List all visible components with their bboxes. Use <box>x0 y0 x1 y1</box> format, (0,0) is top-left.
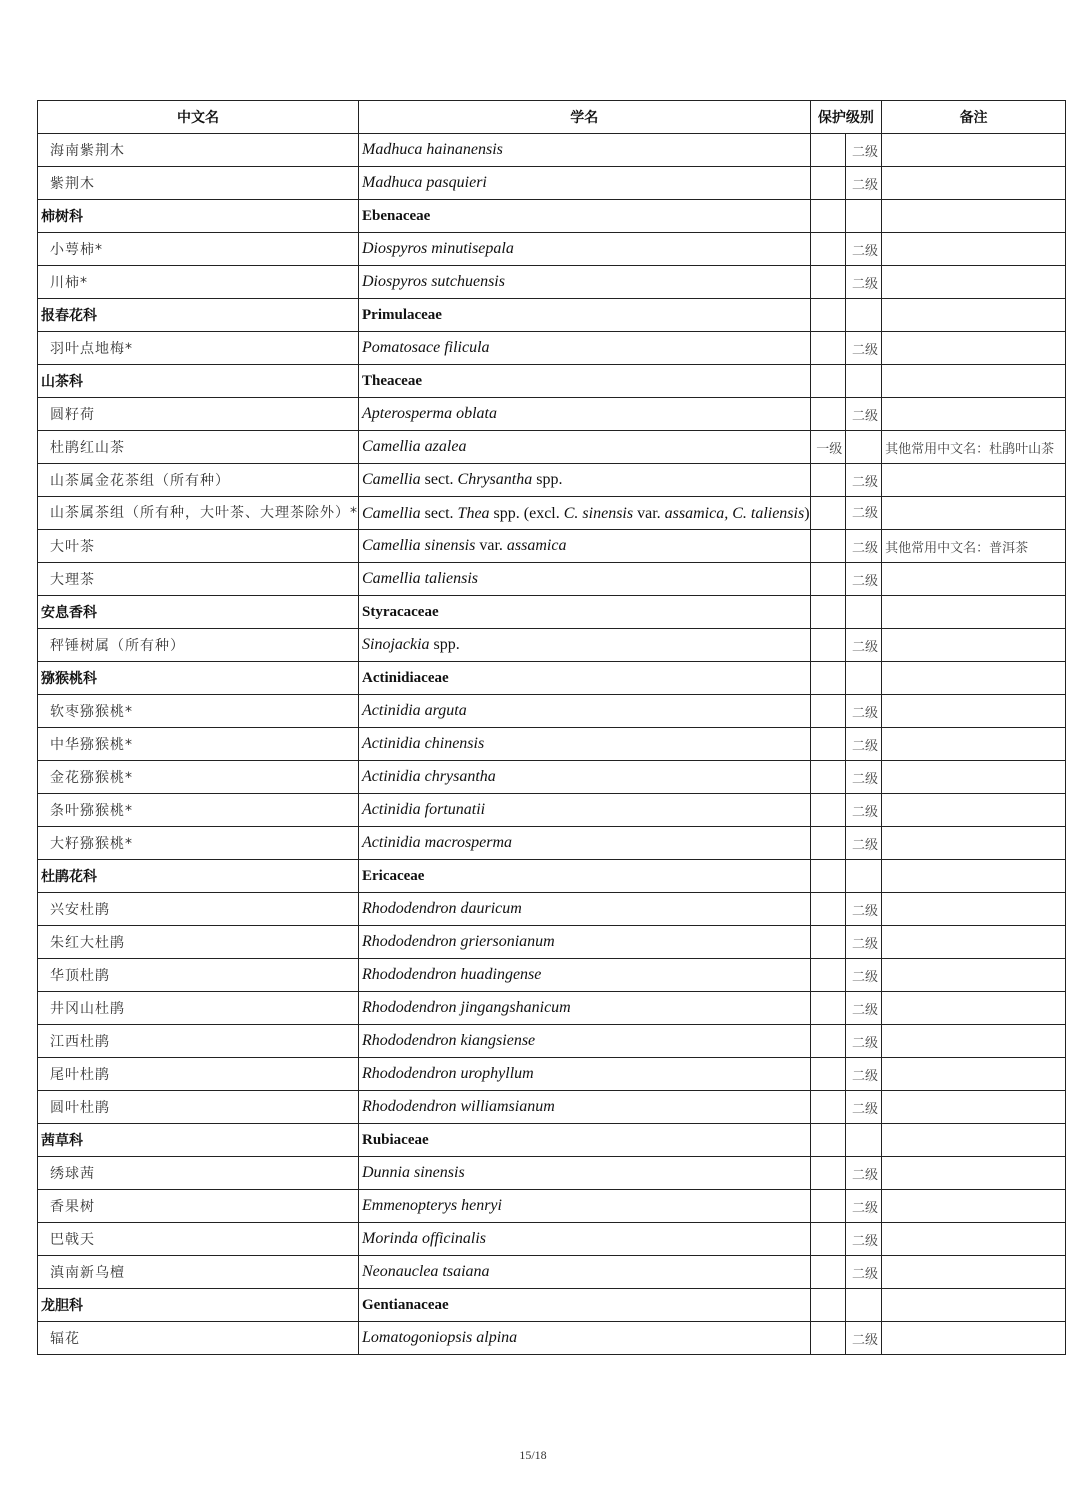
species-chinese-name: 海南紫荆木 <box>38 134 359 167</box>
species-scientific-name <box>359 530 811 563</box>
grade-one-cell <box>810 1058 845 1091</box>
family-row <box>38 1124 1066 1157</box>
grade-one-cell <box>810 629 845 662</box>
header-protection-level: 保护级别 <box>810 101 882 134</box>
grade-two-cell <box>845 200 881 233</box>
species-chinese-name: 江西杜鹃 <box>38 1025 359 1058</box>
grade-one-cell <box>810 959 845 992</box>
grade-one-cell <box>810 662 845 695</box>
grade-two-cell: 二级 <box>845 959 881 992</box>
family-chinese-name: 柿树科 <box>38 200 359 233</box>
scientific-name-italic: Rhododendron dauricum <box>362 900 522 917</box>
note-cell <box>882 926 1066 959</box>
note-cell <box>882 563 1066 596</box>
family-scientific-name: Ebenaceae <box>359 200 811 233</box>
species-scientific-name <box>359 497 811 530</box>
grade-two-cell: 二级 <box>845 827 881 860</box>
scientific-name-roman: sect. <box>420 471 458 488</box>
scientific-name-italic: Diospyros minutisepala <box>362 240 514 257</box>
note-cell <box>882 959 1066 992</box>
table-header-row <box>38 101 1066 134</box>
species-row <box>38 827 1066 860</box>
scientific-name-italic: assamica, C. taliensis <box>664 504 805 522</box>
species-chinese-name: 华顶杜鹃 <box>38 959 359 992</box>
grade-one-cell <box>810 827 845 860</box>
grade-one-cell <box>810 134 845 167</box>
species-scientific-name <box>359 563 811 596</box>
scientific-name-roman: var. <box>633 504 665 522</box>
scientific-name-italic: Chrysantha <box>457 471 533 488</box>
note-cell <box>882 134 1066 167</box>
scientific-name-italic: Camellia azalea <box>362 438 467 455</box>
species-chinese-name: 大籽猕猴桃* <box>38 827 359 860</box>
family-scientific-name: Styracaceae <box>359 596 811 629</box>
family-row <box>38 596 1066 629</box>
family-chinese-name: 安息香科 <box>38 596 359 629</box>
scientific-name-roman: sect. <box>420 504 458 522</box>
species-scientific-name <box>359 1256 811 1289</box>
note-cell <box>882 860 1066 893</box>
family-scientific-name: Primulaceae <box>359 299 811 332</box>
species-scientific-name <box>359 167 811 200</box>
note-cell <box>882 1322 1066 1355</box>
grade-two-cell: 二级 <box>845 1322 881 1355</box>
species-scientific-name <box>359 266 811 299</box>
grade-two-cell: 二级 <box>845 728 881 761</box>
grade-two-cell: 二级 <box>845 332 881 365</box>
scientific-name-italic: Camellia <box>362 504 421 522</box>
grade-one-cell <box>810 1223 845 1256</box>
species-row <box>38 1223 1066 1256</box>
species-row <box>38 134 1066 167</box>
grade-two-cell: 二级 <box>845 695 881 728</box>
grade-one-cell <box>810 1190 845 1223</box>
family-scientific-name: Rubiaceae <box>359 1124 811 1157</box>
grade-two-cell: 二级 <box>845 497 881 530</box>
note-cell <box>882 398 1066 431</box>
family-row <box>38 299 1066 332</box>
note-cell <box>882 761 1066 794</box>
note-cell <box>882 497 1066 530</box>
note-cell <box>882 695 1066 728</box>
grade-one-cell <box>810 1157 845 1190</box>
species-chinese-name: 圆叶杜鹃 <box>38 1091 359 1124</box>
note-cell <box>882 266 1066 299</box>
note-cell <box>882 629 1066 662</box>
table-body <box>38 134 1066 1355</box>
species-scientific-name <box>359 992 811 1025</box>
grade-one-cell <box>810 1322 845 1355</box>
grade-one-cell <box>810 1124 845 1157</box>
grade-one-cell <box>810 398 845 431</box>
scientific-name-italic: C. sinensis <box>563 504 634 522</box>
species-table <box>37 100 1066 1355</box>
species-scientific-name <box>359 398 811 431</box>
grade-two-cell: 二级 <box>845 464 881 497</box>
family-row <box>38 662 1066 695</box>
scientific-name-italic: Lomatogoniopsis alpina <box>362 1329 518 1346</box>
header-chinese-name: 中文名 <box>38 101 359 134</box>
grade-two-cell: 二级 <box>845 926 881 959</box>
note-cell <box>882 794 1066 827</box>
species-row <box>38 1190 1066 1223</box>
species-scientific-name <box>359 959 811 992</box>
species-row <box>38 530 1066 563</box>
species-scientific-name <box>359 431 811 464</box>
scientific-name-italic: Actinidia fortunatii <box>362 801 486 818</box>
species-scientific-name <box>359 893 811 926</box>
species-scientific-name <box>359 695 811 728</box>
scientific-name-roman: ) <box>804 504 810 522</box>
species-chinese-name: 滇南新乌檀 <box>38 1256 359 1289</box>
species-row <box>38 167 1066 200</box>
species-row <box>38 893 1066 926</box>
note-cell: 其他常用中文名：杜鹃叶山茶 <box>882 431 1066 464</box>
species-chinese-name: 井冈山杜鹃 <box>38 992 359 1025</box>
species-row <box>38 332 1066 365</box>
note-cell <box>882 200 1066 233</box>
grade-two-cell: 二级 <box>845 629 881 662</box>
note-cell <box>882 662 1066 695</box>
grade-one-cell <box>810 530 845 563</box>
family-row <box>38 200 1066 233</box>
grade-two-cell: 二级 <box>845 1223 881 1256</box>
species-scientific-name <box>359 1091 811 1124</box>
species-scientific-name <box>359 728 811 761</box>
family-chinese-name: 猕猴桃科 <box>38 662 359 695</box>
page-number: 15/18 <box>519 1448 547 1462</box>
species-scientific-name <box>359 1157 811 1190</box>
note-cell <box>882 332 1066 365</box>
note-cell <box>882 167 1066 200</box>
note-cell <box>882 1157 1066 1190</box>
scientific-name-italic: Dunnia sinensis <box>362 1164 465 1181</box>
species-row <box>38 728 1066 761</box>
scientific-name-italic: assamica <box>506 537 567 554</box>
scientific-name-italic: Madhuca pasquieri <box>362 174 487 191</box>
grade-two-cell: 二级 <box>845 266 881 299</box>
species-row <box>38 431 1066 464</box>
grade-two-cell: 二级 <box>845 893 881 926</box>
scientific-name-italic: Camellia <box>362 471 421 488</box>
grade-one-cell <box>810 1289 845 1322</box>
grade-two-cell: 二级 <box>845 1058 881 1091</box>
species-scientific-name <box>359 332 811 365</box>
species-row <box>38 1157 1066 1190</box>
family-row <box>38 1289 1066 1322</box>
scientific-name-roman: var. <box>475 537 507 554</box>
species-chinese-name: 条叶猕猴桃* <box>38 794 359 827</box>
header-notes: 备注 <box>882 101 1066 134</box>
grade-two-cell <box>845 299 881 332</box>
grade-two-cell <box>845 596 881 629</box>
grade-two-cell <box>845 1289 881 1322</box>
species-scientific-name <box>359 761 811 794</box>
grade-one-cell <box>810 794 845 827</box>
grade-two-cell: 二级 <box>845 398 881 431</box>
species-row <box>38 794 1066 827</box>
species-chinese-name: 紫荆木 <box>38 167 359 200</box>
species-chinese-name: 中华猕猴桃* <box>38 728 359 761</box>
grade-one-cell <box>810 893 845 926</box>
scientific-name-italic: Rhododendron jingangshanicum <box>362 999 571 1016</box>
grade-one-cell <box>810 167 845 200</box>
note-cell <box>882 299 1066 332</box>
note-cell <box>882 728 1066 761</box>
grade-one-cell <box>810 332 845 365</box>
grade-one-cell <box>810 926 845 959</box>
grade-two-cell: 二级 <box>845 1025 881 1058</box>
note-cell <box>882 596 1066 629</box>
scientific-name-italic: Sinojackia <box>362 636 430 653</box>
species-row <box>38 695 1066 728</box>
grade-one-cell <box>810 1025 845 1058</box>
grade-two-cell: 二级 <box>845 992 881 1025</box>
grade-one-cell <box>810 200 845 233</box>
species-row <box>38 1025 1066 1058</box>
species-scientific-name <box>359 134 811 167</box>
species-chinese-name: 大理茶 <box>38 563 359 596</box>
scientific-name-italic: Actinidia arguta <box>362 702 467 719</box>
scientific-name-italic: Rhododendron kiangsiense <box>362 1032 536 1049</box>
grade-one-cell <box>810 365 845 398</box>
species-chinese-name: 兴安杜鹃 <box>38 893 359 926</box>
scientific-name-italic: Neonauclea tsaiana <box>362 1263 490 1280</box>
note-cell <box>882 827 1066 860</box>
family-scientific-name: Theaceae <box>359 365 811 398</box>
grade-one-cell <box>810 992 845 1025</box>
note-cell <box>882 893 1066 926</box>
family-chinese-name: 报春花科 <box>38 299 359 332</box>
family-scientific-name: Gentianaceae <box>359 1289 811 1322</box>
species-chinese-name: 圆籽荷 <box>38 398 359 431</box>
species-row <box>38 761 1066 794</box>
note-cell <box>882 1190 1066 1223</box>
species-row <box>38 959 1066 992</box>
grade-two-cell: 二级 <box>845 134 881 167</box>
grade-one-cell <box>810 299 845 332</box>
note-cell <box>882 464 1066 497</box>
grade-one-cell <box>810 1256 845 1289</box>
scientific-name-roman: spp. <box>532 471 563 488</box>
grade-one-cell <box>810 761 845 794</box>
scientific-name-italic: Rhododendron huadingense <box>362 966 542 983</box>
note-cell <box>882 1256 1066 1289</box>
species-row <box>38 926 1066 959</box>
family-chinese-name: 龙胆科 <box>38 1289 359 1322</box>
species-scientific-name <box>359 233 811 266</box>
grade-two-cell <box>845 431 881 464</box>
scientific-name-italic: Rhododendron williamsianum <box>362 1098 555 1115</box>
grade-two-cell: 二级 <box>845 167 881 200</box>
note-cell <box>882 365 1066 398</box>
note-cell <box>882 1058 1066 1091</box>
grade-two-cell: 二级 <box>845 563 881 596</box>
note-cell <box>882 1124 1066 1157</box>
grade-two-cell <box>845 662 881 695</box>
species-scientific-name <box>359 1190 811 1223</box>
family-scientific-name: Actinidiaceae <box>359 662 811 695</box>
grade-two-cell: 二级 <box>845 794 881 827</box>
species-row <box>38 233 1066 266</box>
species-row <box>38 266 1066 299</box>
species-scientific-name <box>359 794 811 827</box>
note-cell <box>882 1025 1066 1058</box>
grade-two-cell: 二级 <box>845 1091 881 1124</box>
scientific-name-italic: Actinidia macrosperma <box>362 834 513 851</box>
family-row <box>38 860 1066 893</box>
species-chinese-name: 金花猕猴桃* <box>38 761 359 794</box>
grade-two-cell: 二级 <box>845 1256 881 1289</box>
family-row <box>38 365 1066 398</box>
scientific-name-italic: Actinidia chinensis <box>362 735 485 752</box>
grade-two-cell: 二级 <box>845 761 881 794</box>
species-chinese-name: 秤锤树属（所有种） <box>38 629 359 662</box>
scientific-name-italic: Camellia sinensis <box>362 537 476 554</box>
species-scientific-name <box>359 926 811 959</box>
species-chinese-name: 川柿* <box>38 266 359 299</box>
grade-one-cell: 一级 <box>810 431 845 464</box>
grade-two-cell <box>845 1124 881 1157</box>
scientific-name-roman: spp. (excl. <box>489 504 564 522</box>
species-row <box>38 1322 1066 1355</box>
species-scientific-name <box>359 1223 811 1256</box>
note-cell <box>882 1091 1066 1124</box>
species-chinese-name: 巴戟天 <box>38 1223 359 1256</box>
family-scientific-name: Ericaceae <box>359 860 811 893</box>
species-chinese-name: 辐花 <box>38 1322 359 1355</box>
species-chinese-name: 杜鹃红山茶 <box>38 431 359 464</box>
grade-one-cell <box>810 860 845 893</box>
species-row <box>38 1256 1066 1289</box>
note-cell <box>882 1223 1066 1256</box>
grade-one-cell <box>810 266 845 299</box>
scientific-name-italic: Diospyros sutchuensis <box>362 273 505 290</box>
scientific-name-italic: Morinda officinalis <box>362 1230 486 1247</box>
grade-two-cell <box>845 365 881 398</box>
species-chinese-name: 山茶属茶组（所有种，大叶茶、大理茶除外）* <box>38 497 359 530</box>
grade-one-cell <box>810 1091 845 1124</box>
species-chinese-name: 尾叶杜鹃 <box>38 1058 359 1091</box>
header-scientific-name: 学名 <box>359 101 811 134</box>
note-cell: 其他常用中文名：普洱茶 <box>882 530 1066 563</box>
grade-two-cell: 二级 <box>845 1157 881 1190</box>
grade-one-cell <box>810 563 845 596</box>
grade-one-cell <box>810 233 845 266</box>
scientific-name-italic: Rhododendron griersonianum <box>362 933 555 950</box>
scientific-name-italic: Rhododendron urophyllum <box>362 1065 534 1082</box>
family-chinese-name: 杜鹃花科 <box>38 860 359 893</box>
grade-two-cell <box>845 860 881 893</box>
species-chinese-name: 香果树 <box>38 1190 359 1223</box>
grade-two-cell: 二级 <box>845 1190 881 1223</box>
species-row <box>38 1058 1066 1091</box>
species-row <box>38 629 1066 662</box>
species-chinese-name: 软枣猕猴桃* <box>38 695 359 728</box>
scientific-name-italic: Pomatosace filicula <box>362 339 490 356</box>
species-scientific-name <box>359 464 811 497</box>
scientific-name-italic: Madhuca hainanensis <box>362 141 503 158</box>
species-chinese-name: 绣球茜 <box>38 1157 359 1190</box>
species-row <box>38 1091 1066 1124</box>
grade-one-cell <box>810 728 845 761</box>
species-row <box>38 464 1066 497</box>
species-chinese-name: 羽叶点地梅* <box>38 332 359 365</box>
species-scientific-name <box>359 1025 811 1058</box>
note-cell <box>882 233 1066 266</box>
scientific-name-italic: Apterosperma oblata <box>362 405 497 422</box>
species-scientific-name <box>359 1322 811 1355</box>
species-chinese-name: 朱红大杜鹃 <box>38 926 359 959</box>
scientific-name-italic: Emmenopterys henryi <box>362 1197 502 1214</box>
scientific-name-italic: Thea <box>457 504 490 522</box>
grade-two-cell: 二级 <box>845 233 881 266</box>
species-scientific-name <box>359 827 811 860</box>
species-scientific-name <box>359 1058 811 1091</box>
species-row <box>38 497 1066 530</box>
note-cell <box>882 992 1066 1025</box>
grade-one-cell <box>810 497 845 530</box>
grade-one-cell <box>810 695 845 728</box>
family-chinese-name: 山茶科 <box>38 365 359 398</box>
species-chinese-name: 山茶属金花茶组（所有种） <box>38 464 359 497</box>
grade-two-cell: 二级 <box>845 530 881 563</box>
species-row <box>38 398 1066 431</box>
note-cell <box>882 1289 1066 1322</box>
scientific-name-roman: spp. <box>429 636 460 653</box>
species-chinese-name: 小萼柿* <box>38 233 359 266</box>
scientific-name-italic: Camellia taliensis <box>362 570 478 587</box>
family-chinese-name: 茜草科 <box>38 1124 359 1157</box>
species-row <box>38 563 1066 596</box>
grade-one-cell <box>810 596 845 629</box>
species-chinese-name: 大叶茶 <box>38 530 359 563</box>
species-scientific-name <box>359 629 811 662</box>
species-row <box>38 992 1066 1025</box>
grade-one-cell <box>810 464 845 497</box>
scientific-name-italic: Actinidia chrysantha <box>362 768 496 785</box>
